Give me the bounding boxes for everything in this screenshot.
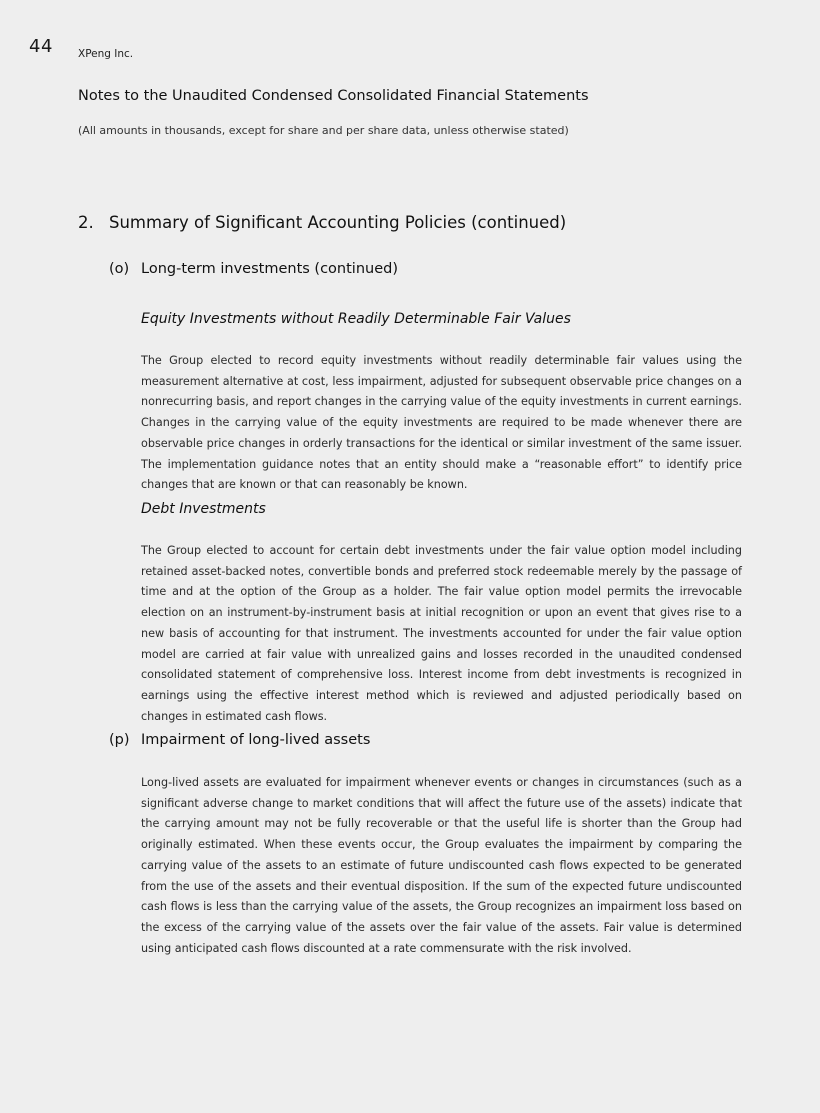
equity-investments-heading: Equity Investments without Readily Determinable Fair Values bbox=[141, 311, 571, 327]
company-name: XPeng Inc. bbox=[78, 48, 134, 60]
subsection-label: (o) bbox=[109, 261, 130, 277]
subsection-title: Long-term investments (continued) bbox=[141, 261, 398, 277]
page-number: 44 bbox=[29, 36, 53, 57]
subsection-heading-p bbox=[109, 730, 370, 750]
subsection-title: Impairment of long-lived assets bbox=[141, 732, 371, 748]
section-title: Summary of Significant Accounting Policies (continued) bbox=[109, 213, 567, 232]
impairment-paragraph: Long-lived assets are evaluated for impairment whenever events or changes in circumstances (such as a significant adverse change to market conditions that will affect the future use of the assets) indicate that the carrying amount may not be fully recoverable or that the useful life is shorter than the Group had originally estimated. When these events occur, the Group evaluates the impairment by comparing the carrying value of the assets to an estimate of future undiscounted cash flows expected to be generated from the use of the assets and their eventual disposition. If the sum of the expected future undiscounted cash flows is less than the carrying value of the assets, the Group recognizes an impairment loss based on the excess of the carrying value of the assets over the fair value of the assets. Fair value is determined using anticipated cash flows discounted at a rate commensurate with the risk involved. bbox=[141, 776, 742, 955]
section-heading bbox=[78, 212, 566, 234]
section-number: 2. bbox=[78, 213, 94, 232]
equity-investments-paragraph: The Group elected to record equity investments without readily determinable fair values using the measurement alternative at cost, less impairment, adjusted for subsequent observable price changes on a nonrecurring basis, and report changes in the carrying value of the equity investments in current earnings. Changes in the carrying value of the equity investments are required to be made whenever there are observable price changes in orderly transactions for the identical or similar investment of the same issuer. The implementation guidance notes that an entity should make a “reasonable effort” to identify price changes that are known or that can reasonably be known. bbox=[141, 354, 742, 492]
document-subtitle: (All amounts in thousands, except for share and per share data, unless otherwise stated) bbox=[78, 124, 569, 137]
debt-investments-heading: Debt Investments bbox=[141, 501, 266, 517]
subsection-heading-o bbox=[109, 259, 398, 279]
debt-investments-paragraph: The Group elected to account for certain debt investments under the fair value option model including retained asset-backed notes, convertible bonds and preferred stock redeemable merely by the passage of time and at the option of the Group as a holder. The fair value option model permits the irrevocable election on an instrument-by-instrument basis at initial recognition or upon an event that gives rise to a new basis of accounting for that instrument. The investments accounted for under the fair value option model are carried at fair value with unrealized gains and losses recorded in the unaudited condensed consolidated statement of comprehensive loss. Interest income from debt investments is recognized in earnings using the effective interest method which is reviewed and adjusted periodically based on changes in estimated cash flows. bbox=[141, 544, 742, 723]
subsection-label: (p) bbox=[109, 732, 130, 748]
document-title: Notes to the Unaudited Condensed Consolidated Financial Statements bbox=[78, 88, 589, 104]
